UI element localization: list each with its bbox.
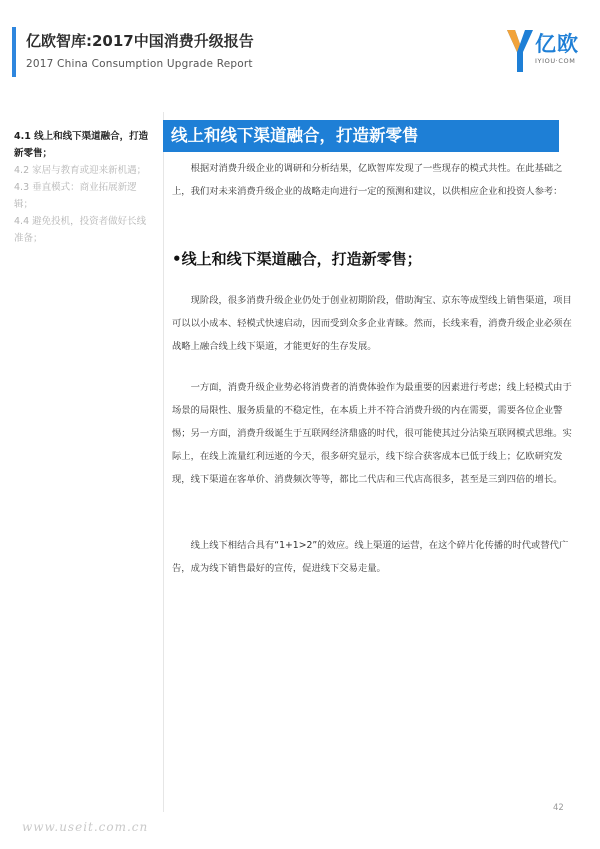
body-paragraph-3: 线上线下相结合具有“1+1>2”的效应。线上渠道的运营，在这个碎片化传播的时代或替代广告，成为线下销售最好的宣传，促进线下交易走量。 bbox=[172, 540, 569, 574]
report-title: 亿欧智库:2017中国消费升级报告 bbox=[26, 32, 254, 50]
sidebar-divider bbox=[163, 112, 164, 812]
iyiou-logo bbox=[505, 26, 590, 78]
body-block-1 bbox=[172, 289, 574, 358]
report-subtitle: 2017 China Consumption Upgrade Report bbox=[26, 58, 253, 70]
watermark: www.useit.com.cn bbox=[22, 820, 149, 834]
toc-item-4-2[interactable]: 4.2 家居与教育或迎来新机遇； bbox=[14, 165, 147, 176]
logo-mark-icon bbox=[505, 26, 535, 76]
sidebar-toc bbox=[14, 128, 154, 247]
toc-item-4-3[interactable]: 4.3 垂直模式：商业拓展新逻辑； bbox=[14, 182, 137, 210]
toc-item-4-4[interactable]: 4.4 避免投机，投资者做好长线准备； bbox=[14, 216, 147, 244]
toc-item-4-1[interactable]: 4.1 线上和线下渠道融合，打造新零售； bbox=[14, 131, 149, 159]
intro-paragraph: 根据对消费升级企业的调研和分析结果，亿欧智库发现了一些现存的模式共性。在此基础之上，我们对未来消费升级企业的战略走向进行一定的预测和建议，以供相应企业和投资人参考： bbox=[172, 163, 563, 197]
page-number: 42 bbox=[553, 803, 564, 813]
section-banner: 线上和线下渠道融合，打造新零售 bbox=[163, 120, 559, 152]
section-heading: •线上和线下渠道融合，打造新零售； bbox=[172, 250, 422, 268]
logo-text-en: IYIOU·COM bbox=[535, 57, 576, 65]
intro-block bbox=[172, 157, 574, 203]
body-block-2 bbox=[172, 376, 574, 491]
body-block-3 bbox=[172, 534, 574, 580]
header-accent-bar bbox=[12, 27, 16, 77]
body-paragraph-1: 现阶段，很多消费升级企业仍处于创业初期阶段，借助淘宝、京东等成型线上销售渠道，项目可以以小成本、轻模式快速启动，因而受到众多企业青睐。然而，长线来看，消费升级企业必须在战略上融合线上线下渠道，才能更好的生存发展。 bbox=[172, 295, 572, 352]
body-paragraph-2: 一方面，消费升级企业势必将消费者的消费体验作为最重要的因素进行考虑；线上轻模式由于场景的局限性、服务质量的不稳定性，在本质上并不符合消费升级的内在需要，需要各位企业警惕；另一方面，消费升级诞生于互联网经济鼎盛的时代，很可能使其过分沾染互联网模式思维。实际上，在线上流量红利远逝的今天，很多研究显示，线下综合获客成本已低于线上；亿欧研究发现，线下渠道在客单价、消费频次等等，都比二代店和三代店高很多，甚至是三到四倍的增长。 bbox=[172, 382, 572, 485]
logo-text-cn: 亿欧 bbox=[535, 32, 579, 56]
